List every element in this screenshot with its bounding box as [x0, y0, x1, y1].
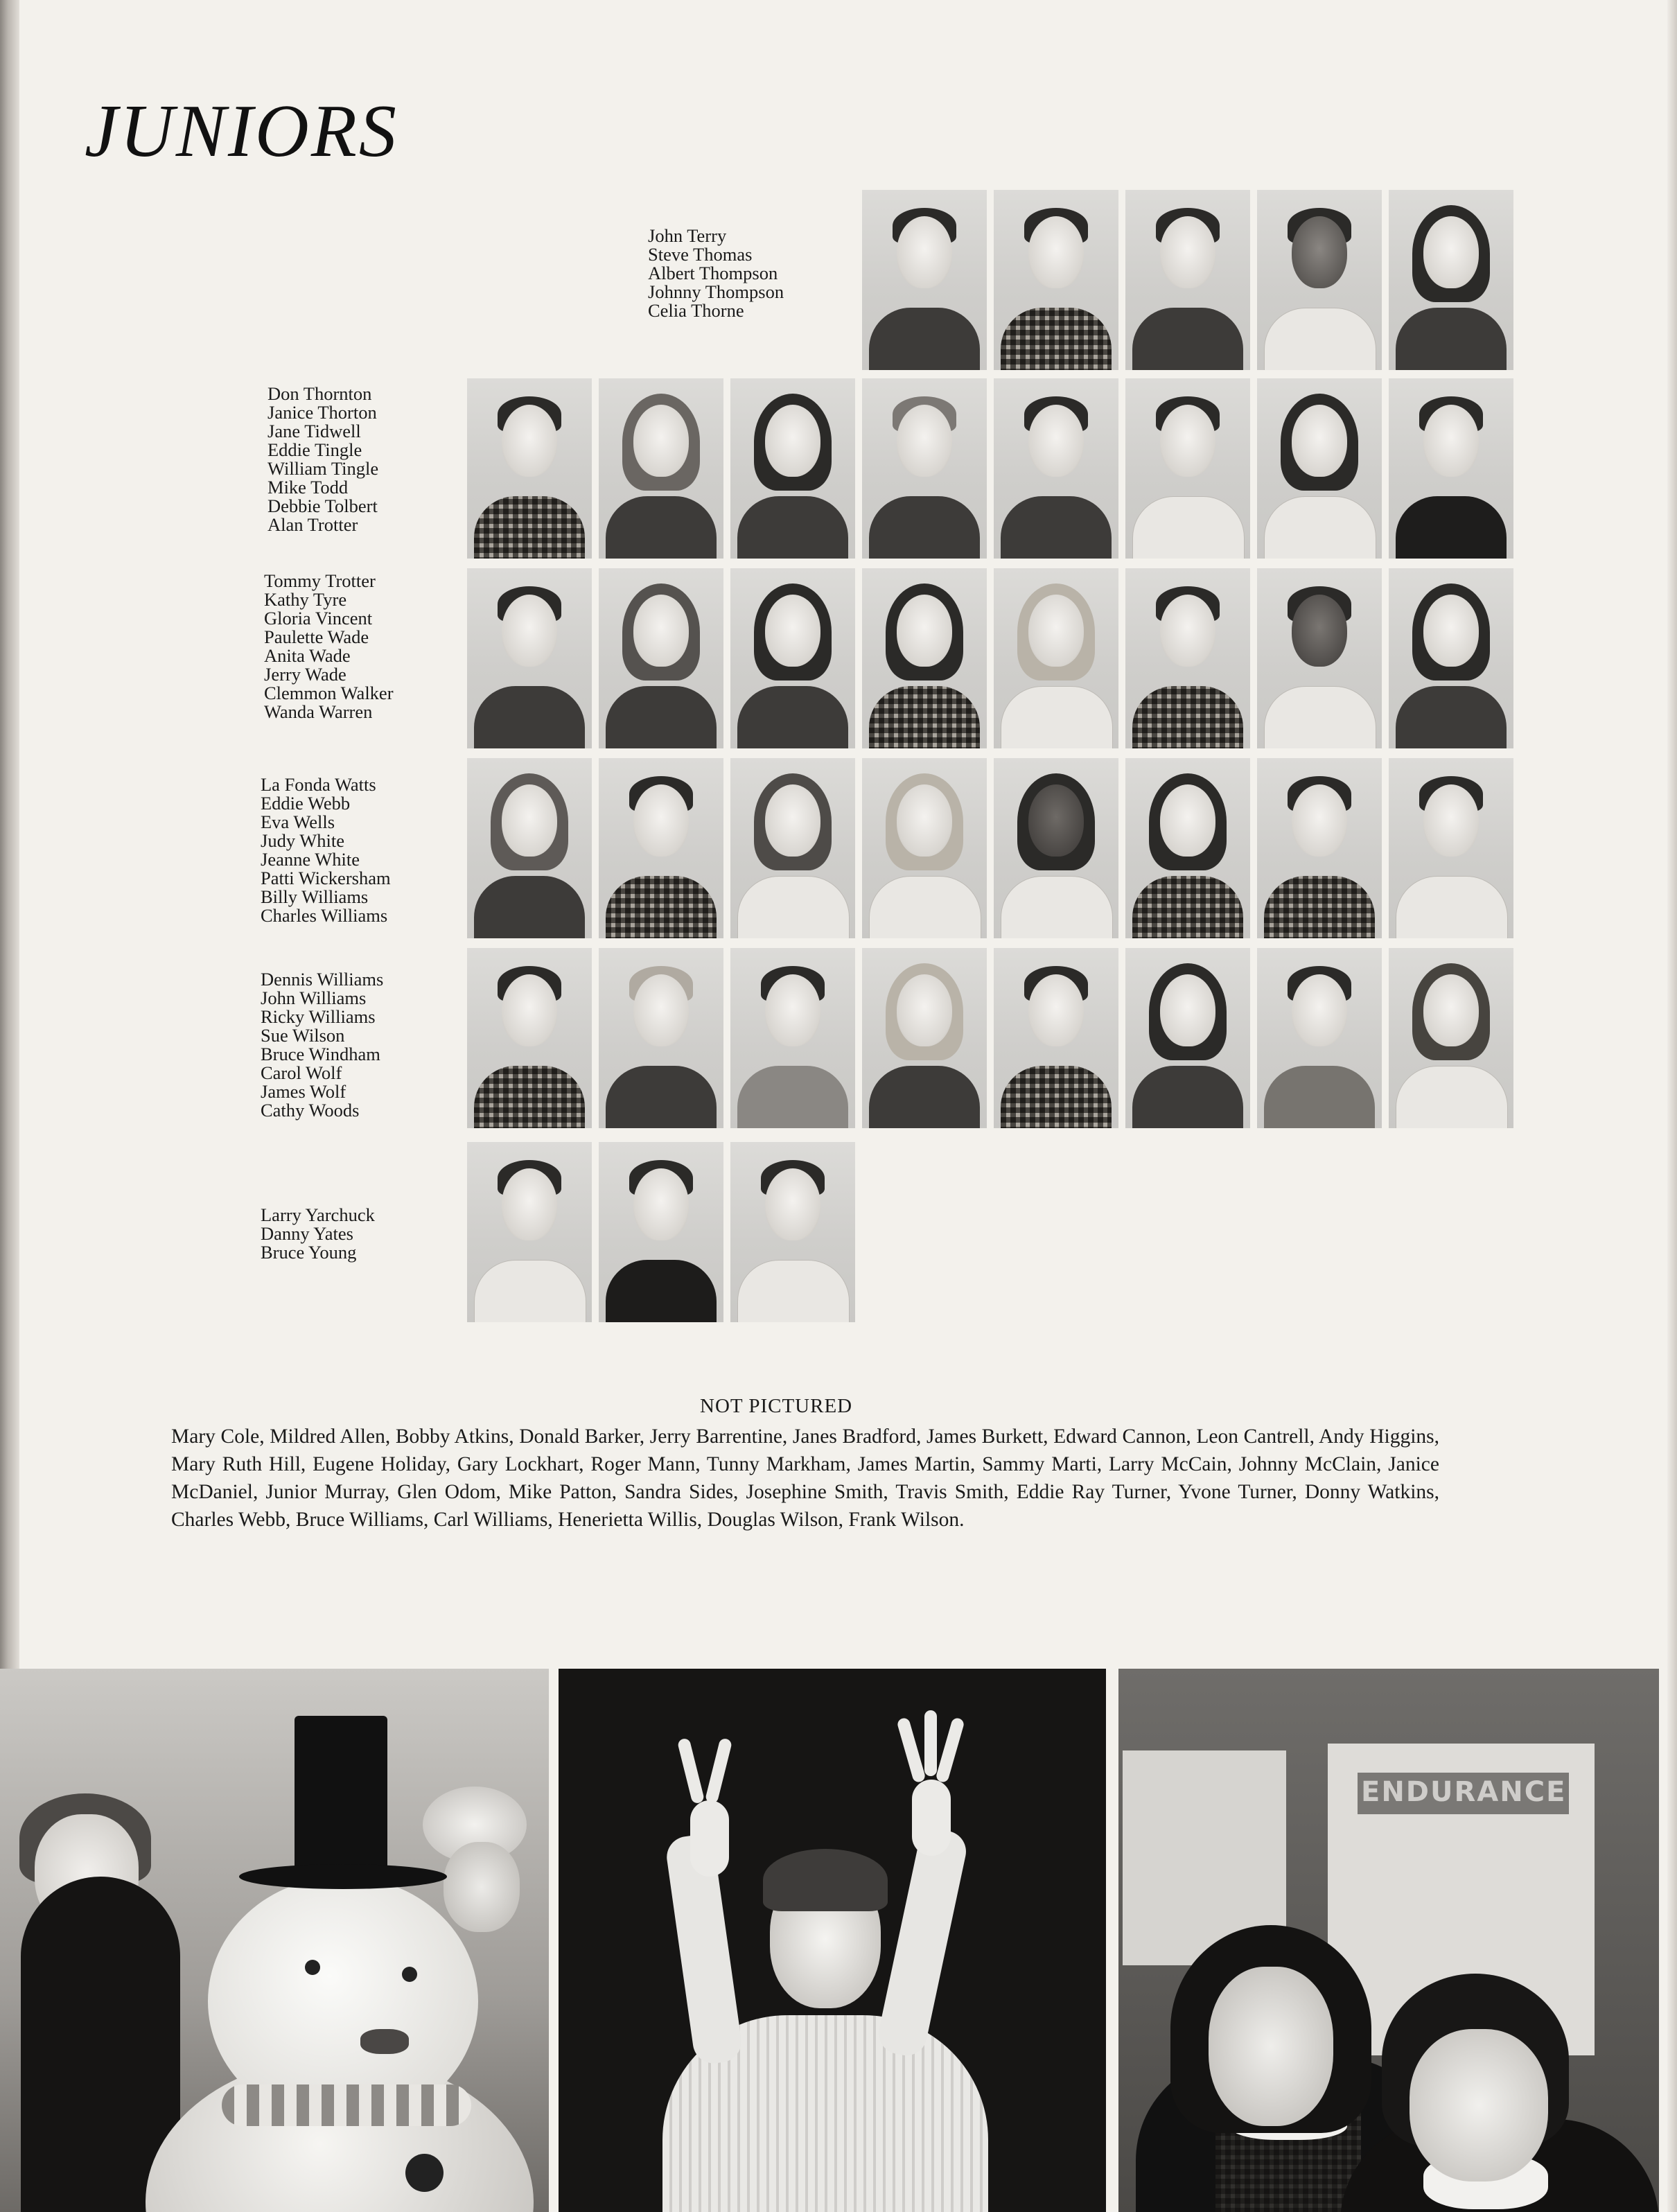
- student-name: John Terry: [648, 225, 727, 246]
- page-title: JUNIORS: [85, 90, 398, 173]
- student-portrait: [862, 758, 987, 938]
- student-portrait: [994, 568, 1118, 748]
- student-portrait: [599, 378, 723, 559]
- student-name: Debbie Tolbert: [267, 495, 378, 516]
- person-face: [1410, 2029, 1548, 2182]
- student-name: Steve Thomas: [648, 244, 753, 265]
- student-name: Jeanne White: [261, 849, 360, 870]
- student-portrait: [730, 568, 855, 748]
- student-portrait: [599, 758, 723, 938]
- student-portrait: [1389, 758, 1513, 938]
- student-name: Mike Todd: [267, 477, 349, 498]
- snowman-eye: [305, 1960, 320, 1975]
- poster-word: ENDURANCE: [1361, 1776, 1567, 1808]
- student-name: Charles Williams: [261, 905, 388, 926]
- student-name: Don Thornton: [267, 383, 372, 404]
- student-portrait: [994, 948, 1118, 1128]
- snapshot-snowman: [0, 1669, 549, 2212]
- student-name: Gloria Vincent: [264, 608, 373, 629]
- name-list: [267, 385, 378, 534]
- student-portrait: [467, 948, 592, 1128]
- student-name: William Tingle: [267, 458, 379, 479]
- student-portrait: [467, 568, 592, 748]
- student-name: Anita Wade: [264, 645, 351, 666]
- student-portrait: [730, 758, 855, 938]
- page-edge: [1667, 0, 1677, 2212]
- student-name: Albert Thompson: [648, 263, 778, 283]
- student-name: Alan Trotter: [267, 514, 358, 535]
- person-hand: [912, 1780, 951, 1856]
- student-name: Bruce Young: [261, 1242, 357, 1263]
- student-portrait: [862, 190, 987, 370]
- student-portrait: [467, 758, 592, 938]
- student-portrait: [599, 948, 723, 1128]
- student-portrait: [994, 758, 1118, 938]
- student-portrait: [599, 1142, 723, 1322]
- student-name: Janice Thorton: [267, 402, 377, 423]
- student-portrait: [994, 190, 1118, 370]
- snowman-mouth: [360, 2029, 409, 2054]
- student-name: Eddie Tingle: [267, 439, 362, 460]
- student-name: Carol Wolf: [261, 1062, 342, 1083]
- student-portrait: [1389, 378, 1513, 559]
- student-name: Johnny Thompson: [648, 281, 784, 302]
- snowman-eye: [402, 1967, 417, 1982]
- student-name: Sue Wilson: [261, 1025, 345, 1046]
- person-finger: [924, 1710, 937, 1776]
- student-portrait: [1125, 378, 1250, 559]
- student-name: Clemmon Walker: [264, 683, 394, 703]
- name-list: [264, 572, 394, 721]
- snapshot-peace-sign: [559, 1669, 1106, 2212]
- student-name: Paulette Wade: [264, 626, 369, 647]
- person-finger: [896, 1717, 926, 1783]
- student-name: John Williams: [261, 988, 367, 1008]
- student-portrait: [730, 1142, 855, 1322]
- student-portrait: [994, 378, 1118, 559]
- student-name: Wanda Warren: [264, 701, 373, 722]
- snowman-button: [405, 2154, 444, 2192]
- student-name: Dennis Williams: [261, 969, 384, 990]
- person-face: [444, 1842, 520, 1932]
- student-name: La Fonda Watts: [261, 774, 376, 795]
- student-name: Billy Williams: [261, 886, 369, 907]
- student-portrait: [862, 948, 987, 1128]
- student-portrait: [467, 378, 592, 559]
- student-name: Judy White: [261, 830, 344, 851]
- person-finger: [705, 1737, 732, 1805]
- student-name: Jerry Wade: [264, 664, 346, 685]
- student-name: Tommy Trotter: [264, 570, 376, 591]
- person-finger: [677, 1737, 705, 1805]
- student-portrait: [1257, 378, 1382, 559]
- not-pictured-heading: NOT PICTURED: [700, 1395, 853, 1417]
- student-portrait: [1125, 190, 1250, 370]
- student-name: Jane Tidwell: [267, 421, 361, 441]
- student-name: Cathy Woods: [261, 1100, 360, 1121]
- student-portrait: [1257, 758, 1382, 938]
- name-list: [261, 775, 391, 925]
- student-name: Eddie Webb: [261, 793, 351, 814]
- student-portrait: [1257, 948, 1382, 1128]
- person-arm: [875, 1825, 969, 2059]
- name-list: [261, 1206, 375, 1262]
- student-portrait: [467, 1142, 592, 1322]
- student-portrait: [1125, 758, 1250, 938]
- student-portrait: [1125, 948, 1250, 1128]
- student-portrait: [862, 378, 987, 559]
- student-name: Kathy Tyre: [264, 589, 347, 610]
- student-portrait: [730, 378, 855, 559]
- student-name: Celia Thorne: [648, 300, 744, 321]
- student-portrait: [1257, 190, 1382, 370]
- name-list: [648, 227, 784, 320]
- person-face: [1209, 1967, 1333, 2126]
- student-name: Larry Yarchuck: [261, 1204, 375, 1225]
- student-portrait: [1389, 190, 1513, 370]
- person-hair: [763, 1849, 888, 1911]
- student-portrait: [862, 568, 987, 748]
- student-name: Eva Wells: [261, 811, 335, 832]
- student-name: Bruce Windham: [261, 1044, 380, 1064]
- student-portrait: [730, 948, 855, 1128]
- snowman-scarf: [222, 2084, 471, 2126]
- student-portrait: [1389, 568, 1513, 748]
- person-finger: [935, 1717, 965, 1783]
- student-name: James Wolf: [261, 1081, 346, 1102]
- student-portrait: [599, 568, 723, 748]
- top-hat-brim: [239, 1864, 447, 1889]
- student-name: Danny Yates: [261, 1223, 353, 1244]
- not-pictured-list: Mary Cole, Mildred Allen, Bobby Atkins, Donald Barker, Jerry Barrentine, Janes Bradford, James Burkett, Edward Cannon, Leon Cantrell, Andy Higgins, Mary Ruth Hill, Eugene Holiday, Gary Lockhart, Roger Mann, Tunny Markham, James Martin, Sammy Marti, Larry McCain, Johnny McClain, Janice McDaniel, Junior Murray, Glen Odom, Mike Patton, Sandra Sides, Josephine Smith, Travis Smith, Eddie Ray Turner, Yvone Turner, Donny Watkins, Charles Webb, Bruce Williams, Carl Williams, Henerietta Willis, Douglas Wilson, Frank Wilson.: [171, 1425, 1439, 1531]
- student-portrait: [1389, 948, 1513, 1128]
- snapshot-two-girls: [1118, 1669, 1659, 2212]
- person-hand: [690, 1800, 729, 1877]
- top-hat: [295, 1716, 387, 1875]
- name-list: [261, 970, 383, 1120]
- student-name: Ricky Williams: [261, 1006, 376, 1027]
- student-portrait: [1257, 568, 1382, 748]
- student-portrait: [1125, 568, 1250, 748]
- student-name: Patti Wickersham: [261, 868, 391, 888]
